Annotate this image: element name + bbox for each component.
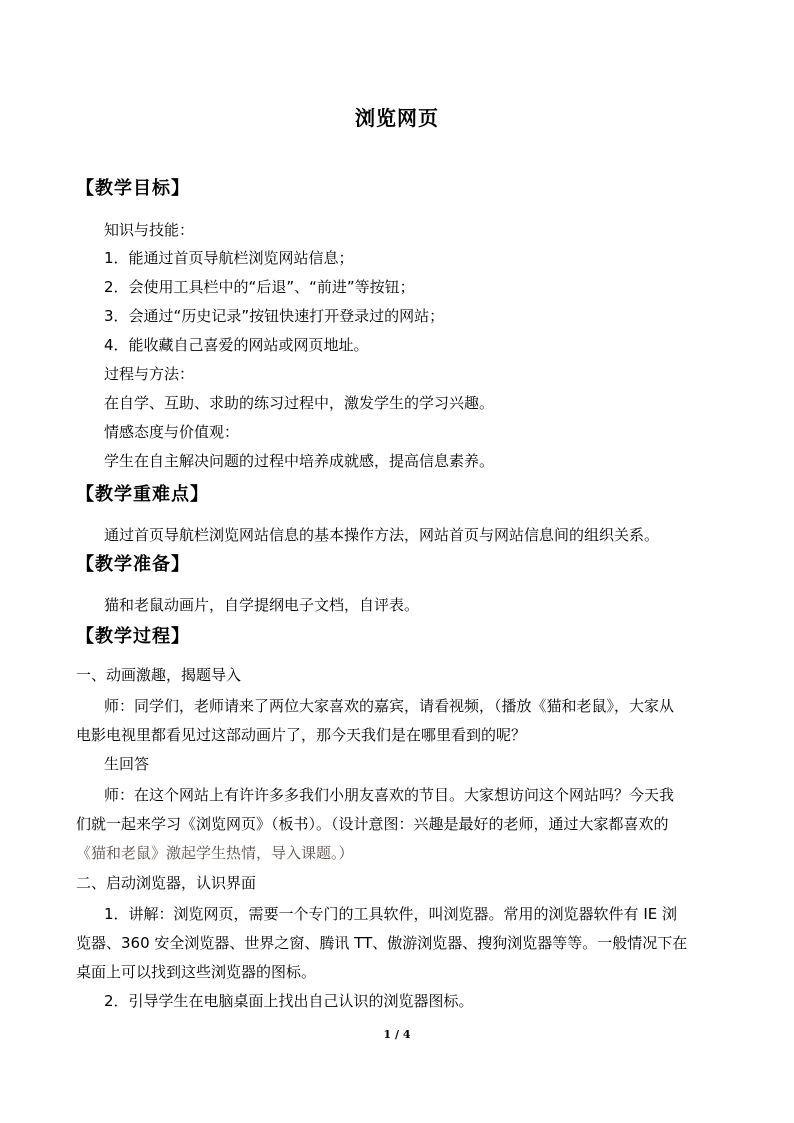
objectives-process-label: 过程与方法：	[104, 365, 195, 383]
section-heading-preparation: 【教学准备】	[76, 554, 190, 575]
section-heading-objectives: 【教学目标】	[76, 178, 190, 199]
page-title: 浏览网页	[355, 106, 439, 130]
objective-item: 2．会使用工具栏中的“后退”、“前进”等按钮；	[104, 278, 415, 296]
process-part1-paragraph: 电影电视里都看见过这部动画片了，那今天我们是在哪里看到的呢？	[76, 726, 527, 744]
process-part1-paragraph: 师：同学们，老师请来了两位大家喜欢的嘉宾，请看视频，（播放《猫和老鼠》，大家从	[104, 697, 675, 715]
objectives-emotion-label: 情感态度与价值观：	[104, 423, 240, 441]
preparation-text: 猫和老鼠动画片，自学提纲电子文档，自评表。	[104, 596, 420, 614]
process-part1-answer: 生回答	[104, 755, 150, 773]
objectives-process-text: 在自学、互助、求助的练习过程中，激发学生的学习兴趣。	[104, 394, 495, 412]
objective-item: 1．能通过首页导航栏浏览网站信息；	[104, 249, 354, 267]
key-points-text: 通过首页导航栏浏览网站信息的基本操作方法，网站首页与网站信息间的组织关系。	[104, 526, 660, 544]
process-part2-paragraph: 览器、360 安全浏览器、世界之窗、腾讯 TT、傲游浏览器、搜狗浏览器等等。一般情况下在	[76, 934, 688, 952]
objective-item: 4．能收藏自己喜爱的网站或网页地址。	[104, 336, 369, 354]
process-part2-paragraph: 2．引导学生在电脑桌面上找出自己认识的浏览器图标。	[104, 992, 474, 1010]
process-part1-paragraph: 《猫和老鼠》激起学生热情，导入课题。）	[76, 844, 354, 862]
process-part1-title: 一、动画激趣，揭题导入	[76, 666, 242, 684]
objectives-emotion-text: 学生在自主解决问题的过程中培养成就感，提高信息素养。	[104, 452, 495, 470]
process-part2-paragraph: 1．讲解：浏览网页，需要一个专门的工具软件，叫浏览器。常用的浏览器软件有 IE 浏	[104, 905, 677, 923]
objectives-knowledge-label: 知识与技能：	[104, 221, 195, 239]
objective-item: 3．会通过“历史记录”按钮快速打开登录过的网站；	[104, 307, 445, 325]
section-heading-key-points: 【教学重难点】	[76, 484, 209, 505]
section-heading-process: 【教学过程】	[76, 626, 190, 647]
process-part2-paragraph: 桌面上可以找到这些浏览器的图标。	[76, 963, 317, 981]
process-part1-paragraph: 们就一起来学习《浏览网页》（板书）。（设计意图：兴趣是最好的老师，通过大家都喜欢的	[76, 815, 669, 833]
page-number: 1 / 4	[383, 1028, 411, 1041]
process-part1-paragraph: 师：在这个网站上有许许多多我们小朋友喜欢的节目。大家想访问这个网站吗？今天我	[104, 786, 675, 804]
process-part2-title: 二、启动浏览器，认识界面	[76, 874, 257, 892]
